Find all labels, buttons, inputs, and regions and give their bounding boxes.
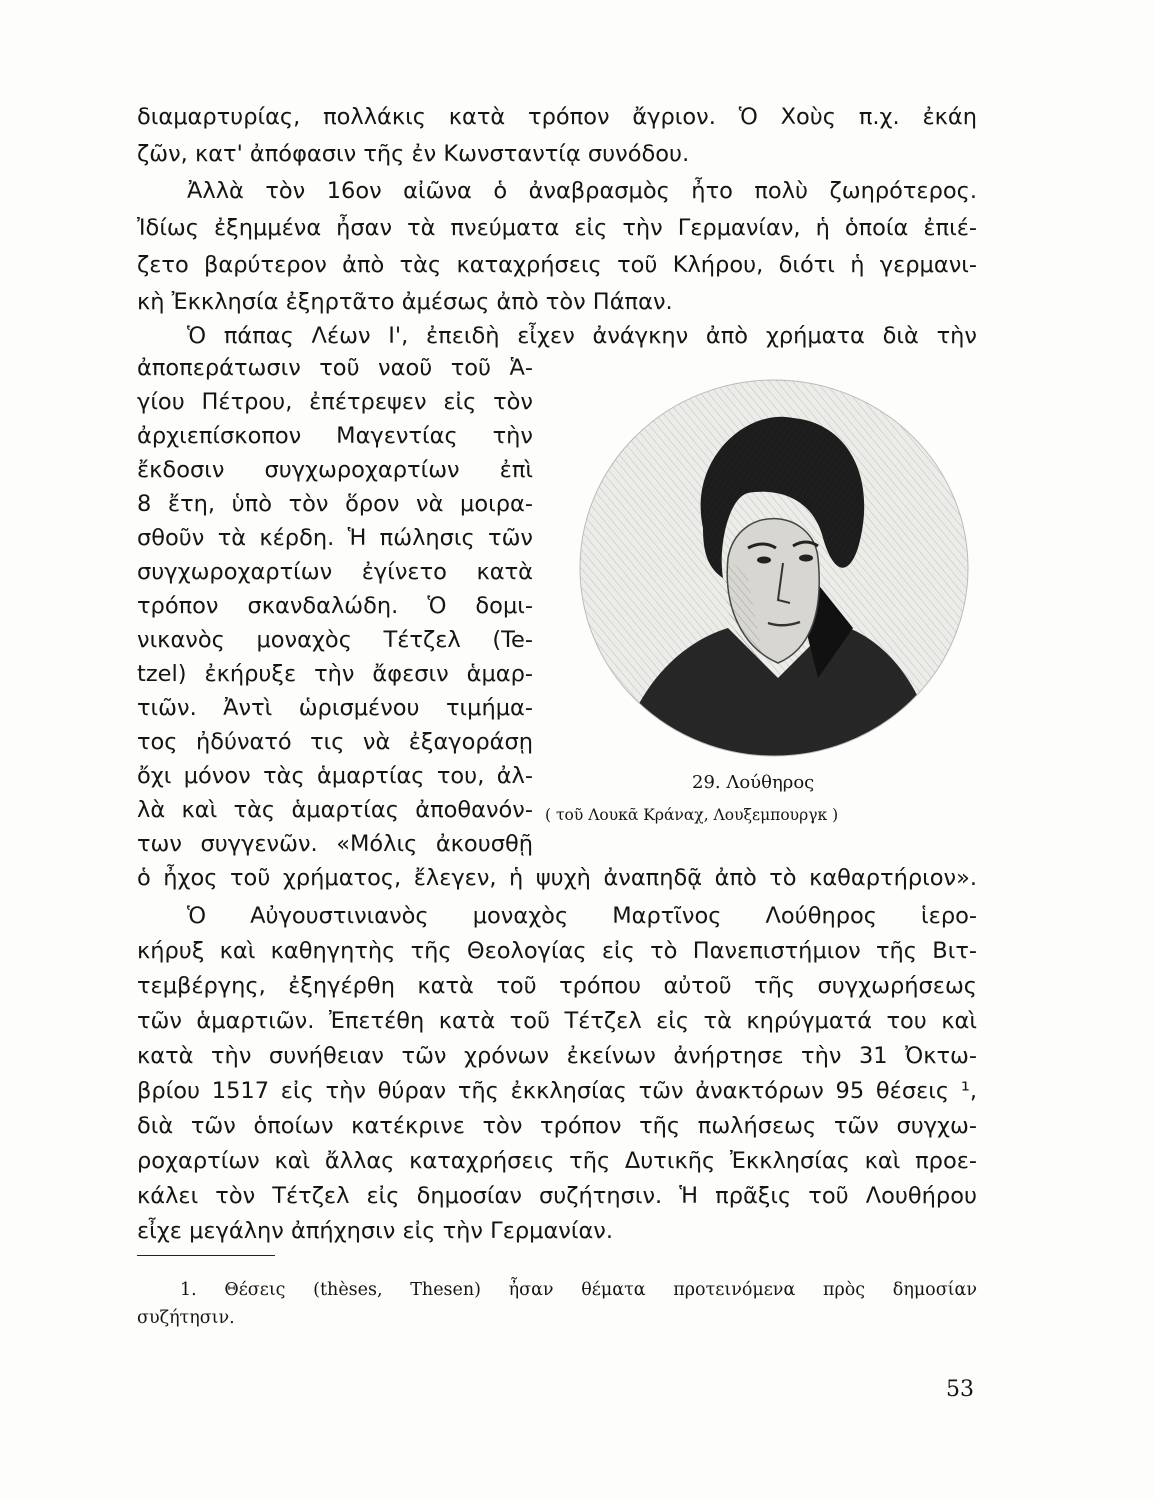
text-line: κάλει τὸν Τέτζελ εἰς δημοσίαν συζήτησιν. Ἡ πρᾶξις τοῦ Λουθήρου	[137, 1183, 977, 1209]
text-line: σθοῦν τὰ κέρδη. Ἡ πώλησις τῶν	[137, 525, 533, 551]
footnote-rule	[137, 1255, 275, 1256]
text-line: τῶν ἁμαρτιῶν. Ἐπετέθη κατὰ τοῦ Τέτζελ εἰς τὰ κηρύγματά του καὶ	[137, 1008, 977, 1034]
text-line: τεμβέργης, ἐξηγέρθη κατὰ τοῦ τρόπου αὐτοῦ τῆς συγχωρήσεως	[137, 973, 977, 999]
text-line: διὰ τῶν ὁποίων κατέκρινε τὸν τρόπον τῆς πωλήσεως τῶν συγχω-	[137, 1113, 977, 1139]
text-line: ζῶν, κατ' ἀπόφασιν τῆς ἐν Κωνσταντίᾳ συνόδου.	[137, 141, 690, 167]
text-line: 8 ἔτη, ὑπὸ τὸν ὅρον νὰ μοιρα-	[137, 491, 533, 517]
text-line: Ὁ πάπας Λέων Ι', ἐπειδὴ εἶχεν ἀνάγκην ἀπὸ χρήματα διὰ τὴν	[187, 323, 977, 349]
text-line: διαμαρτυρίας, πολλάκις κατὰ τρόπον ἄγριον. Ὁ Χοὺς π.χ. ἐκάη	[137, 104, 977, 130]
text-line: βρίου 1517 εἰς τὴν θύραν τῆς ἐκκλησίας τῶν ἀνακτόρων 95 θέσεις ¹,	[137, 1078, 977, 1104]
text-line: γίου Πέτρου, ἐπέτρεψεν εἰς τὸν	[137, 389, 533, 415]
text-line: Ἀλλὰ τὸν 16ον αἰῶνα ὁ ἀναβρασμὸς ἦτο πολὺ ζωηρότερος.	[187, 178, 977, 204]
text-line: ἀρχιεπίσκοπον Μαγεντίας τὴν	[137, 423, 533, 449]
text-line: tzel) ἐκήρυξε τὴν ἄφεσιν ἁμαρ-	[137, 661, 533, 687]
text-line: κατὰ τὴν συνήθειαν τῶν χρόνων ἐκείνων ἀνήρτησε τὴν 31 Ὀκτω-	[137, 1043, 977, 1069]
text-line: κὴ Ἐκκλησία ἐξηρτᾶτο ἀμέσως ἀπὸ τὸν Πάπαν.	[137, 289, 673, 315]
text-line: τιῶν. Ἀντὶ ὡρισμένου τιμήμα-	[137, 695, 533, 721]
text-line: ζετο βαρύτερον ἀπὸ τὰς καταχρήσεις τοῦ Κλήρου, διότι ἡ γερμανι-	[137, 252, 977, 278]
page-number: 53	[946, 1377, 974, 1402]
text-line: Ἰδίως ἐξημμένα ἦσαν τὰ πνεύματα εἰς τὴν Γερμανίαν, ἡ ὁποία ἐπιέ-	[137, 215, 977, 241]
text-line: τος ἠδύνατό τις νὰ ἐξαγοράσῃ	[137, 729, 533, 755]
figure-caption-credit: ( τοῦ Λουκᾶ Κράναχ, Λουξεμπουργκ )	[545, 806, 839, 824]
text-line: των συγγενῶν. «Μόλις ἀκουσθῇ	[137, 831, 533, 857]
text-line: ὁ ἦχος τοῦ χρήματος, ἔλεγεν, ἡ ψυχὴ ἀναπηδᾷ ἀπὸ τὸ καθαρτήριον».	[137, 865, 977, 891]
footnote-line: 1. Θέσεις (thèses, Thesen) ἦσαν θέματα προτεινόμενα πρὸς δημοσίαν	[180, 1280, 977, 1300]
text-line: εἶχε μεγάλην ἀπήχησιν εἰς τὴν Γερμανίαν.	[137, 1218, 614, 1244]
text-line: κήρυξ καὶ καθηγητὴς τῆς Θεολογίας εἰς τὸ Πανεπιστήμιον τῆς Βιτ-	[137, 938, 977, 964]
footnote-line: συζήτησιν.	[137, 1308, 235, 1328]
text-line: Ὁ Αὐγουστινιανὸς μοναχὸς Μαρτῖνος Λούθηρος ἱερο-	[187, 903, 977, 929]
text-line: ἔκδοσιν συγχωροχαρτίων ἐπὶ	[137, 457, 533, 483]
text-line: ροχαρτίων καὶ ἄλλας καταχρήσεις τῆς Δυτικῆς Ἐκκλησίας καὶ προε-	[137, 1148, 977, 1174]
text-line: νικανὸς μοναχὸς Τέτζελ (Te-	[137, 627, 533, 653]
figure-caption-title: 29. Λούθηρος	[692, 772, 815, 793]
text-line: συγχωροχαρτίων ἐγίνετο κατὰ	[137, 559, 533, 585]
text-line: λὰ καὶ τὰς ἁμαρτίας ἀποθανόν-	[137, 797, 533, 823]
text-line: ὄχι μόνον τὰς ἁμαρτίας του, ἀλ-	[137, 763, 533, 789]
text-line: ἀποπεράτωσιν τοῦ ναοῦ τοῦ Ἁ-	[137, 355, 533, 381]
text-line: τρόπον σκανδαλώδη. Ὁ δομι-	[137, 593, 533, 619]
luther-portrait	[578, 378, 970, 758]
